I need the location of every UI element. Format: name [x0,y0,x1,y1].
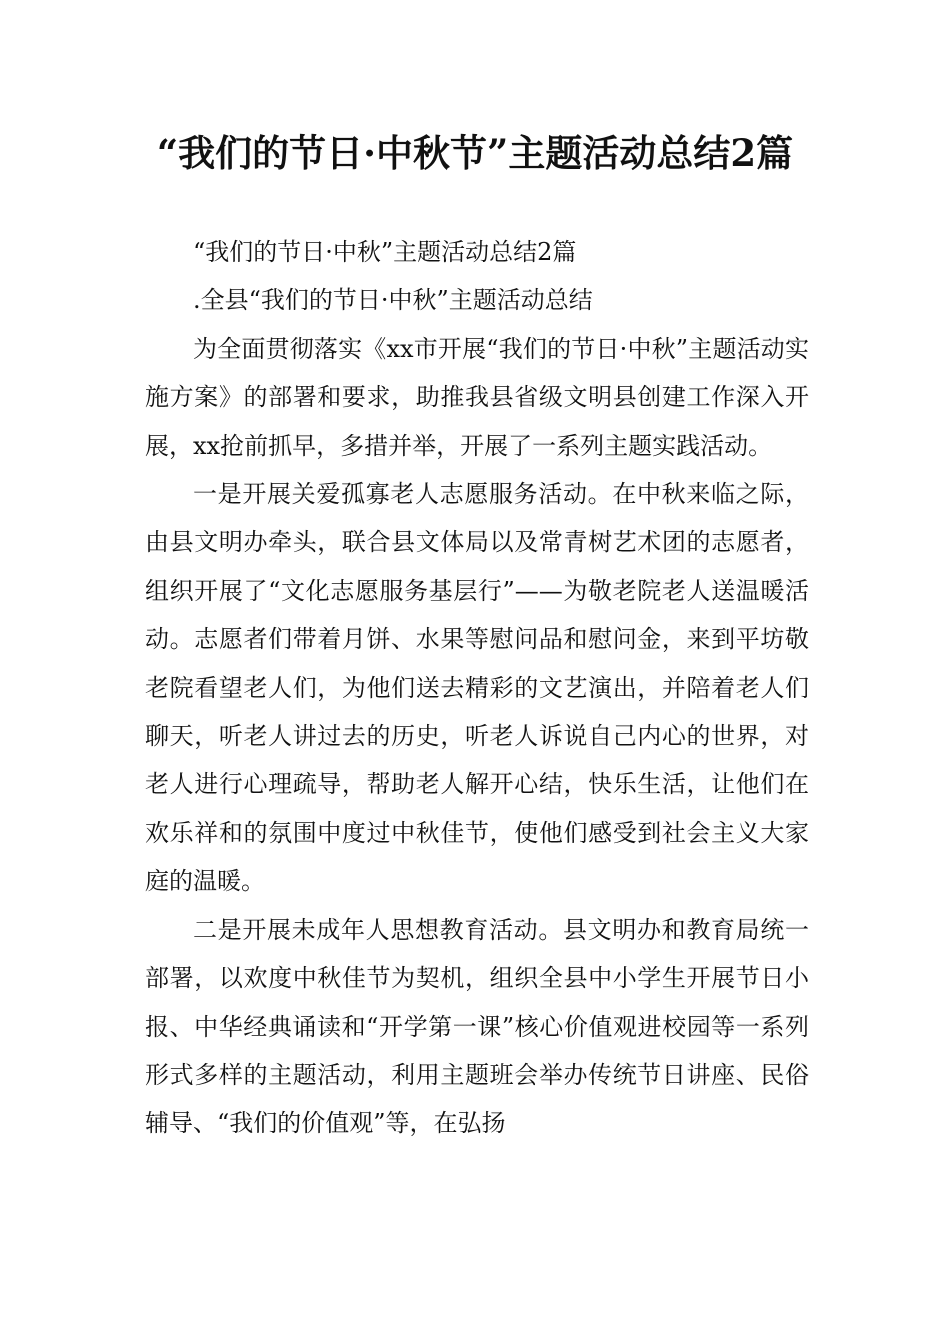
body-paragraph-youth-education: 二是开展未成年人思想教育活动。县文明办和教育局统一部署，以欢度中秋佳节为契机，组织全县中小学生开展节日小报、中华经典诵读和“开学第一课”核心价值观进校园等一系列形式多样的主题活动，利用主题班会举办传统节日讲座、民俗辅导、“我们的价值观”等，在弘扬 [145,915,809,1138]
section-heading-paragraph: .全县“我们的节日·中秋”主题活动总结 [193,286,593,315]
document-title: “我们的节日·中秋节”主题活动总结2篇 [156,131,794,175]
body-paragraph-elderly-care: 一是开展关爱孤寡老人志愿服务活动。在中秋来临之际，由县文明办牵头，联合县文体局以及常青树艺术团的志愿者，组织开展了“文化志愿服务基层行”——为敬老院老人送温暖活动。志愿者们带着月饼、水果等慰问品和慰问金，来到平坊敬老院看望老人们，为他们送去精彩的文艺演出，并陪着老人们聊天，听老人讲过去的历史，听老人诉说自己内心的世界，对老人进行心理疏导，帮助老人解开心结，快乐生活，让他们在欢乐祥和的氛围中度过中秋佳节，使他们感受到社会主义大家庭的温暖。 [145,480,809,896]
intro-paragraph: 为全面贯彻落实《xx市开展“我们的节日·中秋”主题活动实施方案》的部署和要求，助推我县省级文明县创建工作深入开展，xx抢前抓早，多措并举，开展了一系列主题实践活动。 [145,334,809,460]
document-body [145,228,809,1148]
subtitle-paragraph: “我们的节日·中秋”主题活动总结2篇 [193,238,577,266]
